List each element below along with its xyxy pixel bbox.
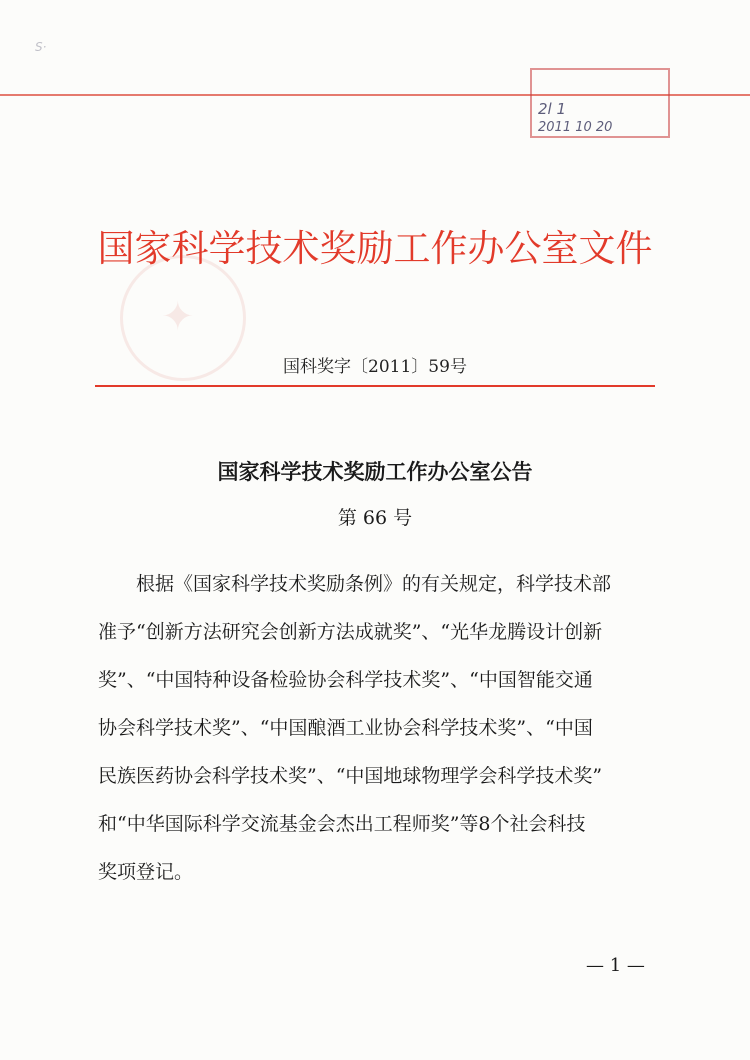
reception-stamp xyxy=(530,68,670,138)
body-line: 准予“创新方法研究会创新方法成就奖”、“光华龙腾设计创新 xyxy=(98,621,603,643)
body-line: 民族医药协会科学技术奖”、“中国地球物理学会科学技术奖” xyxy=(98,765,603,787)
red-separator-rule xyxy=(95,385,655,387)
notice-number: 第 66 号 xyxy=(337,507,413,529)
pencil-mark: S· xyxy=(35,40,47,54)
stamp-date: 2011 10 20 xyxy=(538,120,613,135)
body-line: 和“中华国际科学交流基金会杰出工程师奖”等8个社会科技 xyxy=(98,813,586,835)
notice-body xyxy=(98,568,658,904)
body-line: 协会科学技术奖”、“中国酿酒工业协会科学技术奖”、“中国 xyxy=(98,717,593,739)
document-number: 国科奖字〔2011〕59号 xyxy=(283,357,467,377)
seal-ghost-icon: ✦ xyxy=(120,255,246,381)
document-header-title: 国家科学技术奖励工作办公室文件 xyxy=(97,227,653,270)
stamp-serial: 2l 1 xyxy=(538,100,567,118)
body-line: 奖项登记。 xyxy=(98,861,194,883)
body-line: 根据《国家科学技术奖励条例》的有关规定，科学技术部 xyxy=(136,573,612,595)
notice-title: 国家科学技术奖励工作办公室公告 xyxy=(217,460,533,484)
page-number: — 1 — xyxy=(586,955,645,976)
body-line: 奖”、“中国特种设备检验协会科学技术奖”、“中国智能交通 xyxy=(98,669,593,691)
